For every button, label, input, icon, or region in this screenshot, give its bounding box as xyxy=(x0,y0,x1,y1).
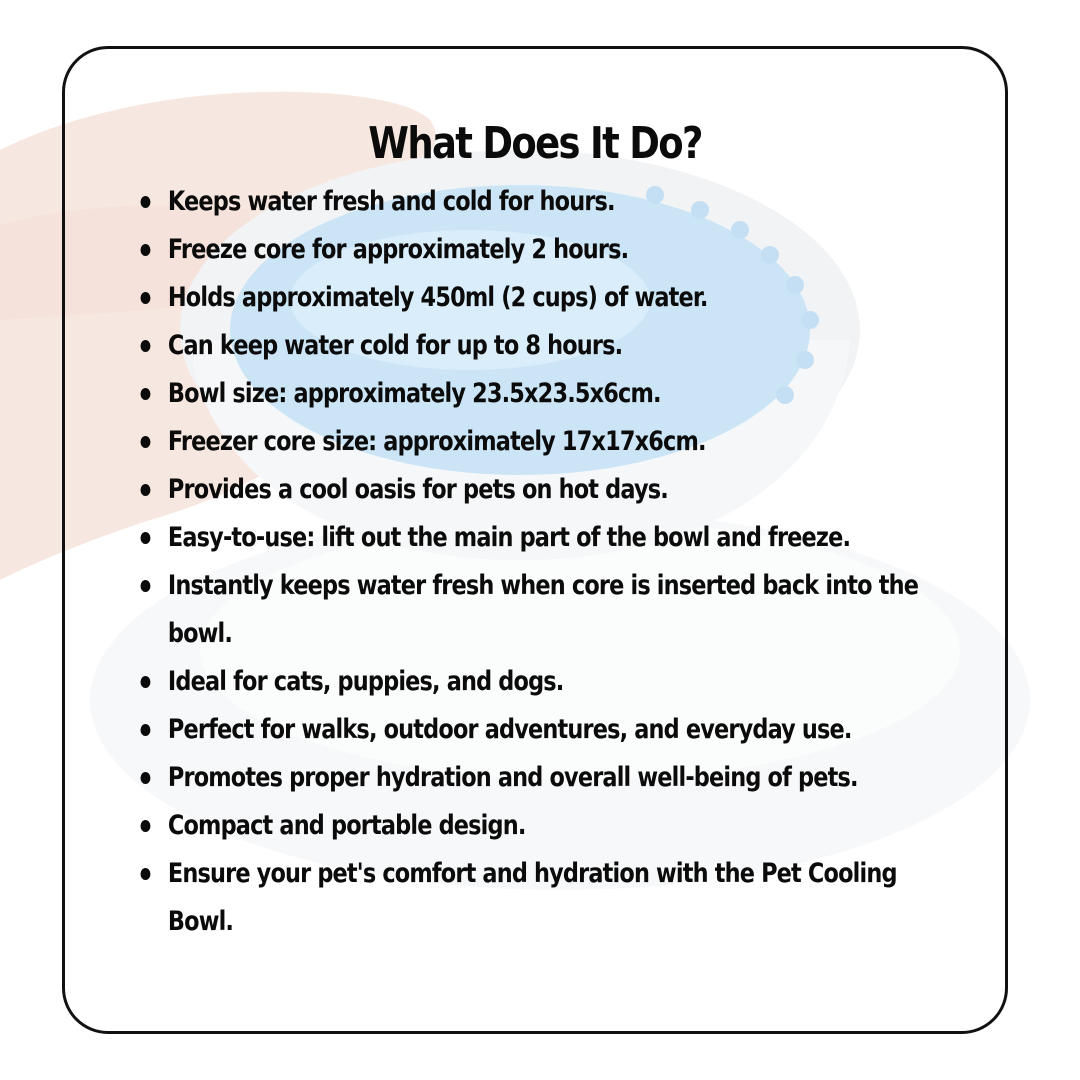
feature-item xyxy=(138,706,935,754)
feature-item xyxy=(138,802,935,850)
feature-text: Freeze core for approximately 2 hours. xyxy=(167,234,629,265)
bullet-icon xyxy=(140,340,150,352)
feature-item xyxy=(138,178,935,226)
feature-item xyxy=(138,226,935,274)
bullet-icon xyxy=(140,244,150,256)
feature-item xyxy=(138,658,935,706)
bullet-icon xyxy=(140,484,150,496)
feature-text: Promotes proper hydration and overall well-being of pets. xyxy=(167,762,858,793)
bullet-icon xyxy=(140,532,150,544)
feature-text: Provides a cool oasis for pets on hot days. xyxy=(167,474,668,505)
feature-text: Easy-to-use: lift out the main part of the bowl and freeze. xyxy=(167,522,851,553)
feature-item xyxy=(138,418,935,466)
feature-text: Keeps water fresh and cold for hours. xyxy=(167,186,615,217)
feature-item xyxy=(138,370,935,418)
bullet-icon xyxy=(140,868,150,880)
feature-text: Freezer core size: approximately 17x17x6cm. xyxy=(167,426,706,457)
bullet-icon xyxy=(140,580,150,592)
bullet-icon xyxy=(140,436,150,448)
feature-text: Holds approximately 450ml (2 cups) of water. xyxy=(167,282,708,313)
page-title: What Does It Do? xyxy=(368,118,702,169)
feature-text: Instantly keeps water fresh when core is inserted back into the bowl. xyxy=(167,570,919,649)
feature-item xyxy=(138,322,935,370)
feature-text: Compact and portable design. xyxy=(167,810,526,841)
feature-text: Can keep water cold for up to 8 hours. xyxy=(167,330,623,361)
bullet-icon xyxy=(140,676,150,688)
bullet-icon xyxy=(140,196,150,208)
feature-item xyxy=(138,514,935,562)
feature-item xyxy=(138,562,935,658)
feature-text: Ensure your pet's comfort and hydration with the Pet Cooling Bowl. xyxy=(167,858,897,937)
bullet-icon xyxy=(140,388,150,400)
feature-item xyxy=(138,466,935,514)
feature-text: Ideal for cats, puppies, and dogs. xyxy=(167,666,564,697)
bullet-icon xyxy=(140,292,150,304)
feature-item xyxy=(138,274,935,322)
feature-text: Bowl size: approximately 23.5x23.5x6cm. xyxy=(167,378,661,409)
feature-item xyxy=(138,754,935,802)
feature-list xyxy=(138,178,935,946)
feature-item xyxy=(138,850,935,946)
bullet-icon xyxy=(140,724,150,736)
feature-text: Perfect for walks, outdoor adventures, and everyday use. xyxy=(167,714,852,745)
bullet-icon xyxy=(140,772,150,784)
bullet-icon xyxy=(140,820,150,832)
